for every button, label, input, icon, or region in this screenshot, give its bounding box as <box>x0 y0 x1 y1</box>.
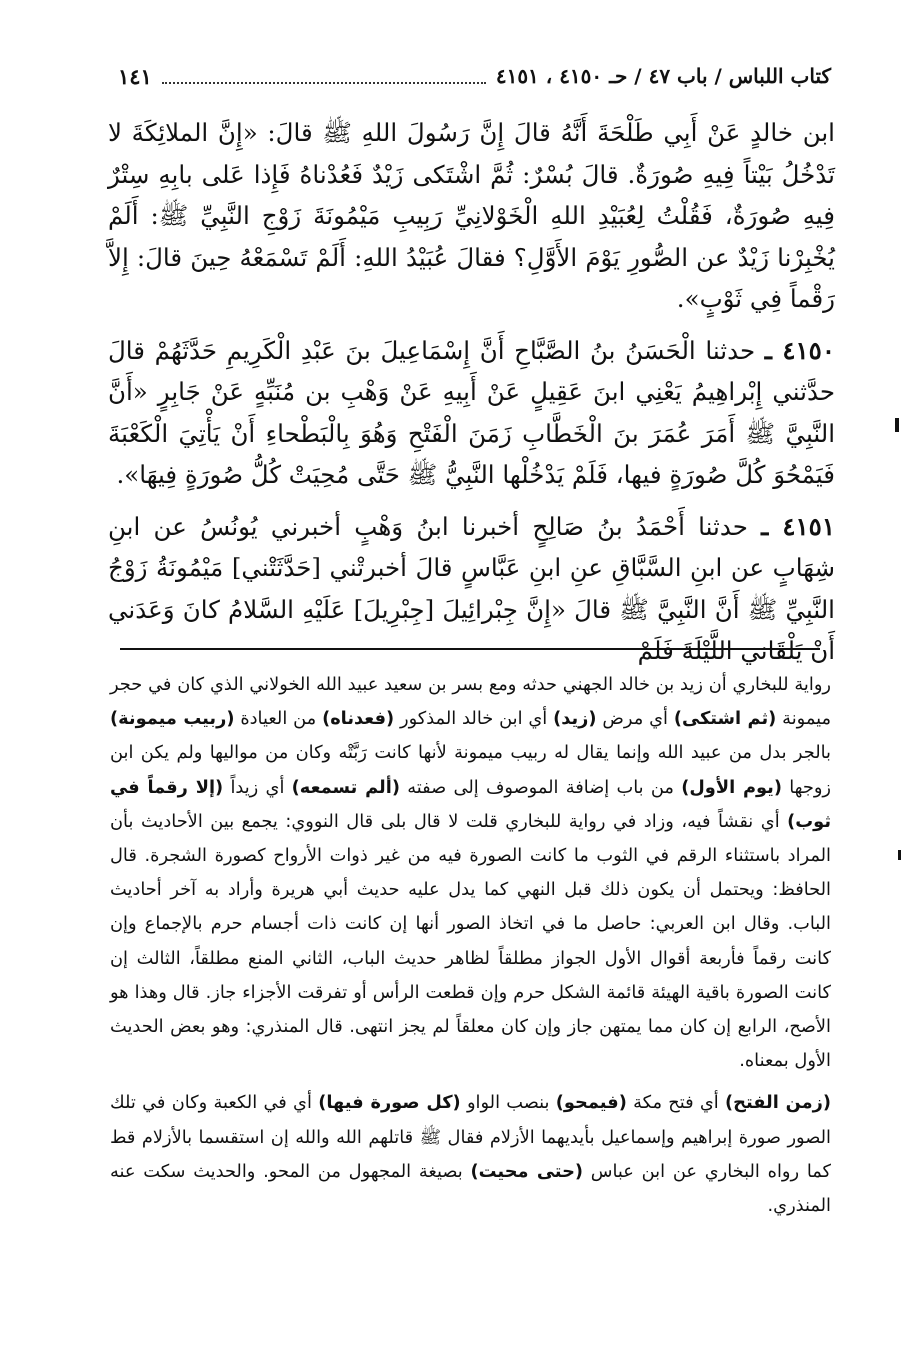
page-number: ١٤١ <box>118 63 152 89</box>
commentary-term: (زيد) <box>553 708 597 730</box>
commentary-text: رواية للبخاري أن زيد بن خالد الجهني حدثه ومع بسر بن سعيد عبيد الله الخولاني الذي كان في حجر ميمونة <box>110 674 831 730</box>
commentary-text: بنصب الواو <box>460 1092 556 1114</box>
margin-mark <box>895 418 899 432</box>
commentary-text: أي في الكعبة وكان في تلك الصور صورة إبراهيم وإسماعيل بأيديهما الأزلام فقال ﷺ قاتلهم الله والله إن استقسما بالأزلام قط كما رواه البخاري عن ابن عباس <box>110 1092 831 1182</box>
running-head-title: كتاب اللباس / باب ٤٧ / حـ ٤١٥٠ ، ٤١٥١ <box>495 64 831 88</box>
commentary-term: (زمن الفتح) <box>725 1092 831 1114</box>
commentary-text: أي زيداً <box>223 776 292 798</box>
commentary-text: أي مرض <box>596 708 674 730</box>
footnote-separator <box>120 648 820 650</box>
commentary-term: (حتى محيت) <box>470 1160 584 1182</box>
commentary-term: (ثم اشتكى) <box>673 708 777 730</box>
hadith-number: ٤١٥١ ـ <box>761 511 835 541</box>
margin-mark <box>898 850 901 860</box>
commentary-paragraph <box>110 1086 831 1223</box>
commentary-term: (ألم تسمعه) <box>291 776 400 798</box>
commentary-text: من العيادة <box>234 708 323 730</box>
commentary-term: (فعدناه) <box>322 708 395 730</box>
commentary-text: بصيغة المجهول من المحو. والحديث سكت عنه المنذري. <box>110 1160 831 1217</box>
commentary-text: أي نقشاً فيه، وزاد في رواية للبخاري قلت لا قال بلى قال النووي: يجمع بين الأحاديث بأن المراد باستثناء الرقم في الثوب ما كانت الصورة فيه من غير ذوات الأرواح كصورة الشجرة. قال الحافظ: ويحتمل أن يكون ذلك قبل النهي كما يدل عليه حديث أبي هريرة وأراد به آخر أحاديث الباب. وقال ابن العربي: حاصل ما في اتخاذ الصور أنها إن كانت ذات أجسام حرم بالإجماع وإن كانت رقماً فأربعة أقوال الأول الجواز مطلقاً لظاهر حديث الباب، الثاني المنع مطلقاً، الثالث إن كانت الصورة باقية الهيئة قائمة الشكل حرم وإن قطعت الرأس أو تفرقت الأجزاء جاز. قال وهذا هو الأصح، الرابع إن كان مما يمتهن جاز وإن كان معلقاً لم يجز انتهى. قال المنذري: وهو بعض الحديث الأول بمعناه. <box>110 810 831 1072</box>
commentary-text: بالجر بدل من عبيد الله وإنما يقال له ربيب ميمونة لأنها كانت رَبَّتْه وكان من مواليها ولم يكن ابن زوجها <box>110 742 832 798</box>
hadith-body: حدثنا أَحْمَدُ بنُ صَالِحٍ أخبرنا ابنُ وَهْبٍ أخبرني يُونُسُ عن ابنِ شِهَابٍ عن ابنِ السَّبَّاقِ عنِ ابنِ عَبَّاسٍ قالَ أخبرتْني [حَدَّثَتْني] مَيْمُونَةُ زَوْجُ النَّبِيِّ ﷺ أَنَّ النَّبِيَّ ﷺ قالَ «إِنَّ جِبْرائِيلَ [جِبْرِيلَ] عَلَيْهِ السَّلامُ كانَ وَعَدَني أَنْ يَلْقَاني اللَّيْلَةَ فَلَمْ <box>108 511 835 665</box>
commentary-text: أي فتح مكة <box>626 1092 726 1114</box>
hadith-body: حدثنا الْحَسَنُ بنُ الصَّبَّاحِ أَنَّ إِسْمَاعِيلَ بنَ عَبْدِ الْكَرِيمِ حَدَّثَهُمْ قالَ حدَّثني إِبْراهِيمُ يَعْنِي ابنَ عَقِيلٍ عَنْ أَبِيهِ عَنْ وَهْبِ بن مُنَبِّهٍ عَنْ جَابِرٍ «أَنَّ النَّبِيَّ ﷺ أَمَرَ عُمَرَ بنَ الْخَطَّابِ زَمَنَ الْفَتْحِ وَهُوَ بِالْبَطْحاءِ أَنْ يَأْتِيَ الْكَعْبَةَ فَيَمْحُوَ كُلَّ صُورَةٍ فيها، فَلَمْ يَدْخُلْها النَّبِيُّ ﷺ حَتَّى مُحِيَتْ كُلُّ صُورَةٍ فِيهَا». <box>108 335 835 489</box>
commentary-text: من باب إضافة الموصوف إلى صفته <box>399 776 682 798</box>
commentary-term: (فيمحو) <box>555 1092 627 1114</box>
commentary-text: أي ابن خالد المذكور <box>394 708 554 730</box>
hadith-text <box>108 112 835 672</box>
hadith-4151 <box>108 506 835 672</box>
commentary-term: (ربيب ميمونة) <box>110 708 235 730</box>
hadith-number: ٤١٥٠ ـ <box>764 335 835 365</box>
hadith-continuation: ابن خالدٍ عَنْ أَبِي طَلْحَةَ أَنَّهُ قالَ إِنَّ رَسُولَ اللهِ ﷺ قالَ: «إِنَّ الملائِكَةَ لا تَدْخُلُ بَيْتاً فِيهِ صُورَةٌ. قالَ بُسْرٌ: ثُمَّ اشْتَكى زَيْدٌ فَعُدْناهُ فَإِذا عَلى بابِهِ سِتْرٌ فِيهِ صُورَةٌ، فَقُلْتُ لِعُبَيْدِ اللهِ الْخَوْلانِيِّ رَبِيبِ مَيْمُونَةَ زَوْجِ النَّبِيِّ ﷺ: أَلَمْ يُخْبِرْنا زَيْدٌ عن الصُّورِ يَوْمَ الأَوَّلِ؟ فقالَ عُبَيْدُ اللهِ: أَلَمْ تَسْمَعْهُ حِينَ قالَ: إِلاَّ رَقْماً فِي ثَوْبٍ». <box>108 118 835 313</box>
hadith-4150 <box>108 330 835 496</box>
commentary-term: (إلا رقماً في ثوب) <box>110 776 831 832</box>
dotted-leader <box>162 68 486 84</box>
commentary-term: (يوم الأول) <box>681 776 782 798</box>
running-head <box>118 58 831 94</box>
commentary <box>110 668 831 1223</box>
commentary-paragraph <box>110 668 831 1078</box>
commentary-term: (كل صورة فيها) <box>318 1092 461 1114</box>
